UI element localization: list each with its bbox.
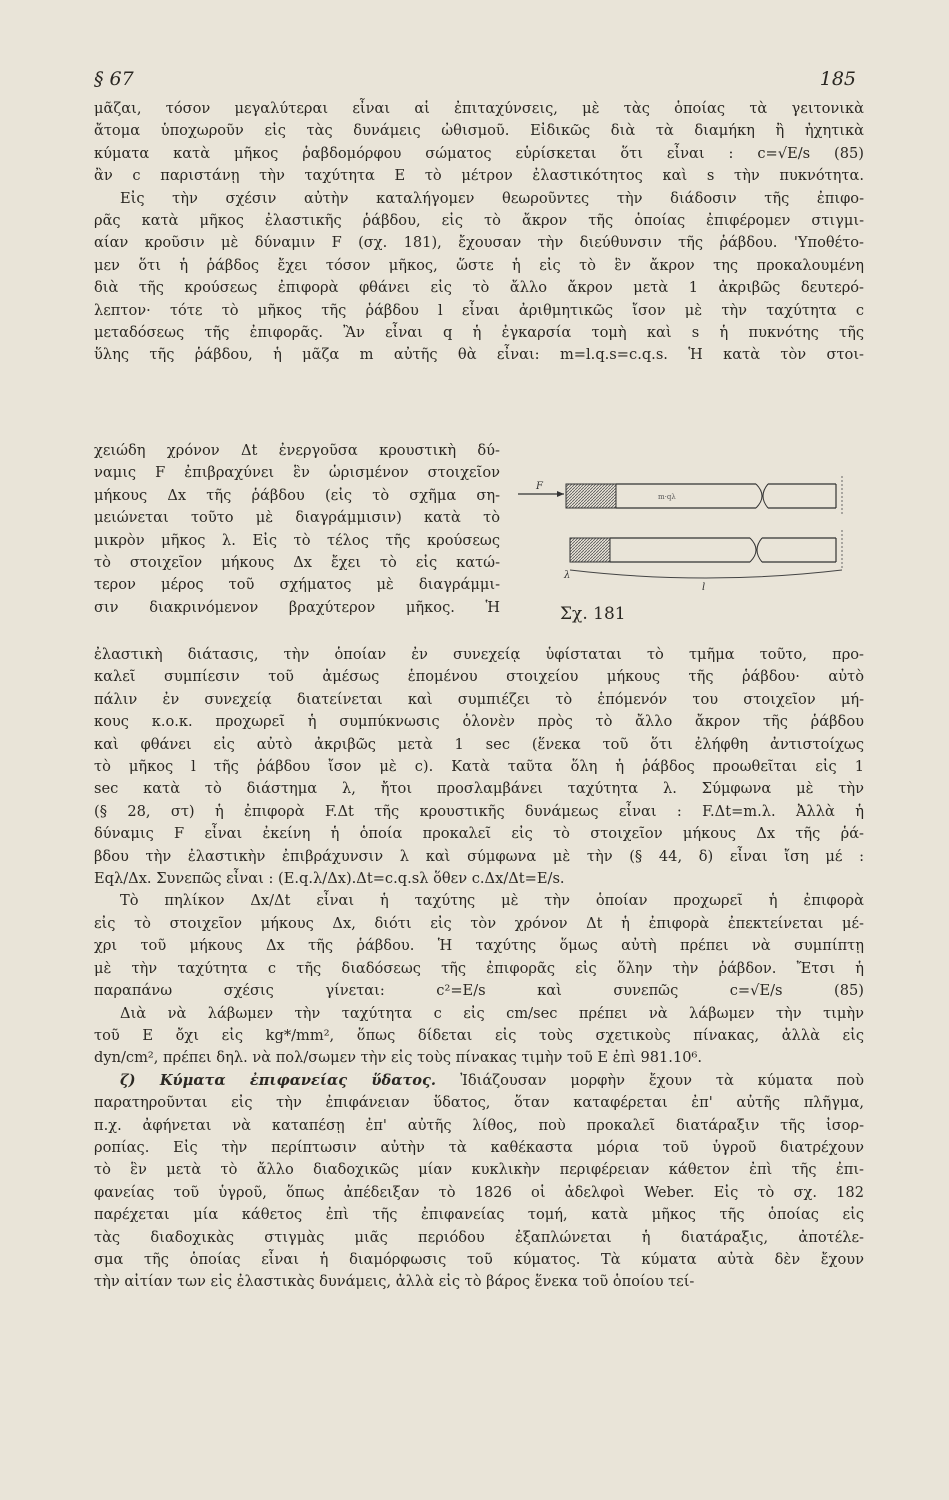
text-line: βδου τὴν ἐλαστικὴν ἐπιβράχυνσιν λ καὶ σύμφωνα μὲ τὴν (§ 44, δ) εἶναι ἴση μέ : — [94, 847, 864, 865]
text-line: μικρὸν μῆκος λ. Εἰς τὸ τέλος τῆς κρούσεως — [94, 531, 500, 549]
text-line: καὶ φθάνει εἰς αὐτὸ ἀκριβῶς μετὰ 1 sec (ἕνεκα τοῦ ὅτι ἐλήφθη ἀντιστοίχως — [94, 735, 864, 753]
text-line: ρᾶς κατὰ μῆκος ἐλαστικῆς ῥάβδου, εἰς τὸ ἄκρον τῆς ὁποίας ἐπιφέρομεν στιγμι- — [94, 212, 864, 230]
text-line: μεν ὅτι ἡ ῥάβδος ἔχει τόσον μῆκος, ὥστε ἡ εἰς τὸ ἓν ἄκρον της προκαλουμένη — [94, 256, 864, 274]
text-line — [94, 1070, 864, 1092]
text-line: τὸ ἓν μετὰ τὸ ἄλλο διαδοχικῶς μίαν κυκλικὴν περιφέρειαν κάθετον ἐπὶ τῆς ἐπι- — [94, 1161, 864, 1179]
text-line: Τὸ πηλίκον Δx/Δt εἶναι ἡ ταχύτης μὲ τὴν ὁποίαν προχωρεῖ ἡ ἐπιφορὰ — [120, 892, 864, 910]
text-line: μᾶζαι, τόσον μεγαλύτεραι εἶναι αἱ ἐπιταχύνσεις, μὲ τὰς ὁποίας τὰ γειτονικὰ — [94, 100, 864, 117]
body-text-bottom — [94, 644, 864, 1294]
text-line: τὴν αἰτίαν των εἰς ἐλαστικὰς δυνάμεις, ἀλλὰ εἰς τὸ βάρος ἕνεκα τοῦ ὁποίου τεί- — [94, 1273, 695, 1291]
text-line: Διὰ νὰ λάβωμεν τὴν ταχύτητα c εἰς cm/sec πρέπει νὰ λάβωμεν τὴν τιμὴν — [120, 1004, 864, 1022]
body-text-top — [94, 98, 864, 367]
length-brace — [570, 570, 842, 578]
text-line: dyn/cm², πρέπει δηλ. νὰ πολ/σωμεν τὴν εἰς τοὺς πίνακας τιμὴν τοῦ E ἐπὶ 981.10⁶. — [94, 1049, 702, 1067]
text-line: εἰς τὸ στοιχεῖον μήκους Δx, διότι εἰς τὸν χρόνον Δt ἡ ἐπιφορὰ ἐπεκτείνεται μέ- — [94, 914, 864, 932]
text-line: Eqλ/Δx. Συνεπῶς εἶναι : (E.q.λ/Δx).Δt=c.q.sλ ὅθεν c.Δx/Δt=E/s. — [94, 870, 565, 888]
text-line: αίαν κροῦσιν μὲ δύναμιν F (σχ. 181), ἔχουσαν τὴν διεύθυνσιν τῆς ῥάβδου. 'Υποθέτο- — [94, 234, 864, 252]
text-line: καλεῖ συμπίεσιν τοῦ ἀμέσως ἑπομένου στοιχείου μήκους τῆς ῥάβδου· αὐτὸ — [94, 668, 864, 686]
text-line: μειώνεται τοῦτο μὲ διαγράμμισιν) κατὰ τὸ — [94, 509, 500, 527]
text-line-content: Ἰδιάζουσαν μορφὴν ἔχουν τὰ κύματα ποὺ — [460, 1071, 864, 1089]
text-line: τὸ μῆκος l τῆς ῥάβδου ἴσον μὲ c). Κατὰ ταῦτα ὅλη ἡ ῥάβδος προωθεῖται εἰς 1 — [94, 758, 864, 776]
length-label: l — [702, 582, 706, 593]
text-line: τὸ στοιχεῖον μήκους Δx ἔχει τὸ εἰς κατώ- — [94, 554, 500, 572]
text-line: σμα τῆς ὁποίας εἶναι ἡ διαμόρφωσις τοῦ κύματος. Τὰ κύματα αὐτὰ δὲν ἔχουν — [94, 1250, 864, 1268]
text-line: μὲ τὴν ταχύτητα c τῆς διαδόσεως τῆς ἐπιφορᾶς εἰς ὅλην τὴν ῥάβδον. Ἔτσι ἡ — [94, 959, 864, 977]
text-line: φανείας τοῦ ὑγροῦ, ὅπως ἀπέδειξαν τὸ 1826 οἱ ἀδελφοὶ Weber. Εἰς τὸ σχ. 182 — [94, 1183, 864, 1201]
text-line: τοῦ E ὄχι εἰς kg*/mm², ὅπως δίδεται εἰς τοὺς σχετικοὺς πίνακας, ἀλλὰ εἰς — [94, 1026, 864, 1044]
force-label: F — [536, 481, 543, 492]
section-heading: ζ) Κύματα ἐπιφανείας ὕδατος. — [120, 1071, 461, 1089]
figure-181 — [506, 466, 858, 646]
body-text-beside-figure — [94, 440, 500, 619]
text-line: μεταδόσεως τῆς ἐπιφορᾶς. Ἂν εἶναι q ἡ ἐγκαρσία τομὴ καὶ s ἡ πυκνότης τῆς — [94, 324, 864, 342]
text-line: ροπίας. Εἰς τὴν περίπτωσιν αὐτὴν τὰ καθέκαστα μόρια τοῦ ὑγροῦ διατρέχουν — [94, 1138, 864, 1156]
text-line: παρέχεται μία κάθετος ἐπὶ τῆς ἐπιφανείας τομή, κατὰ μῆκος τῆς ὁποίας εἰς — [94, 1206, 864, 1224]
text-line: ἐλαστικὴ διάτασις, τὴν ὁποίαν ἐν συνεχείᾳ ὑφίσταται τὸ τμῆμα τοῦτο, προ- — [94, 646, 864, 663]
text-line: Εἰς τὴν σχέσιν αὐτὴν καταλήγομεν θεωροῦντες τὴν διάδοσιν τῆς ἐπιφο- — [120, 189, 864, 207]
section-number: § 67 — [94, 68, 134, 90]
text-line: σιν διακρινόμενον βραχύτερον μῆκος. Ἡ — [94, 598, 500, 616]
text-line: παρατηροῦνται εἰς τὴν ἐπιφάνειαν ὕδατος, ὅταν καταφέρεται ἐπ' αὐτῆς πλῆγμα, — [94, 1094, 864, 1112]
rod-after-impact — [563, 530, 842, 593]
force-arrow-head — [557, 491, 564, 497]
page-number: 185 — [819, 68, 856, 90]
text-line: ὕλης τῆς ῥάβδου, ἡ μᾶζα m αὐτῆς θὰ εἶναι: m=l.q.s=c.q.s. Ἡ κατὰ τὸν στοι- — [94, 346, 864, 364]
text-line: διὰ τῆς κρούσεως ἐπιφορὰ φθάνει εἰς τὸ ἄλλο ἄκρον μετὰ 1 ἀκριβῶς δευτερό- — [94, 279, 864, 297]
text-line: παραπάνω σχέσις γίνεται: c²=E/s καὶ συνεπῶς c=√E/s (85) — [94, 982, 864, 1000]
rod-before-impact — [518, 476, 842, 516]
text-line: ἄτομα ὑποχωροῦν εἰς τὰς δυνάμεις ὠθισμοῦ. Εἰδικῶς διὰ τὰ διαμήκη ἢ ἠχητικὰ — [94, 122, 864, 140]
text-line: χειώδη χρόνον Δt ἐνεργοῦσα κρουστικὴ δύ- — [94, 442, 500, 459]
text-line: π.χ. ἀφήνεται νὰ καταπέσῃ ἐπ' αὐτῆς λίθος, ποὺ προκαλεῖ διατάραξιν τῆς ἰσορ- — [94, 1116, 864, 1134]
text-line: μήκους Δx τῆς ῥάβδου (εἰς τὸ σχῆμα ση- — [94, 486, 500, 504]
text-line: χρι τοῦ μήκους Δx τῆς ῥάβδου. Ἡ ταχύτης ὅμως αὐτὴ πρέπει νὰ συμπίπτῃ — [94, 937, 864, 955]
text-line: ναμις F ἐπιβραχύνει ἓν ὡρισμένον στοιχεῖον — [94, 464, 500, 482]
text-line: κους κ.ο.κ. προχωρεῖ ἡ συμπύκνωσις ὁλονὲν πρὸς τὸ ἄλλο ἄκρον τῆς ῥάβδου — [94, 713, 864, 731]
text-line: δύναμις F εἶναι ἐκείνη ἡ ὁποία προκαλεῖ εἰς τὸ στοιχεῖον μήκους Δx τῆς ῥά- — [94, 825, 864, 843]
figure-caption: Σχ. 181 — [560, 604, 626, 624]
text-line: ἂν c παριστάνῃ τὴν ταχύτητα E τὸ μέτρον ἐλαστικότητος καὶ s τὴν πυκνότητα. — [94, 167, 864, 185]
hatched-element — [566, 484, 616, 508]
text-line: τὰς διαδοχικὰς στιγμὰς μιᾶς περιόδου ἐξαπλώνεται ἡ διατάραξις, ἀποτέλε- — [94, 1228, 864, 1246]
text-line: λεπτον· τότε τὸ μῆκος τῆς ῥάβδου l εἶναι ἀριθμητικῶς ἴσον μὲ τὴν ταχύτητα c — [94, 301, 864, 319]
text-line: (§ 28, στ) ἡ ἐπιφορὰ F.Δt τῆς κρουστικῆς δυνάμεως εἶναι : F.Δt=m.λ. Ἀλλὰ ἡ — [94, 802, 864, 820]
text-line: τερον μέρος τοῦ σχήματος μὲ διαγράμμι- — [94, 576, 500, 594]
text-line: πάλιν ἐν συνεχείᾳ διατείνεται καὶ συμπιέζει τὸ ἑπόμενόν του στοιχεῖον μή- — [94, 690, 864, 708]
hatched-element-compressed — [570, 538, 610, 562]
mass-label: m·qλ — [658, 493, 676, 501]
text-line: κύματα κατὰ μῆκος ῥαβδομόρφου σώματος εὑρίσκεται ὅτι εἶναι : c=√E/s (85) — [94, 144, 864, 162]
lambda-label: λ — [564, 570, 571, 581]
text-line: sec κατὰ τὸ διάστημα λ, ἤτοι προσλαμβάνει ταχύτητα λ. Σύμφωνα μὲ τὴν — [94, 780, 864, 798]
